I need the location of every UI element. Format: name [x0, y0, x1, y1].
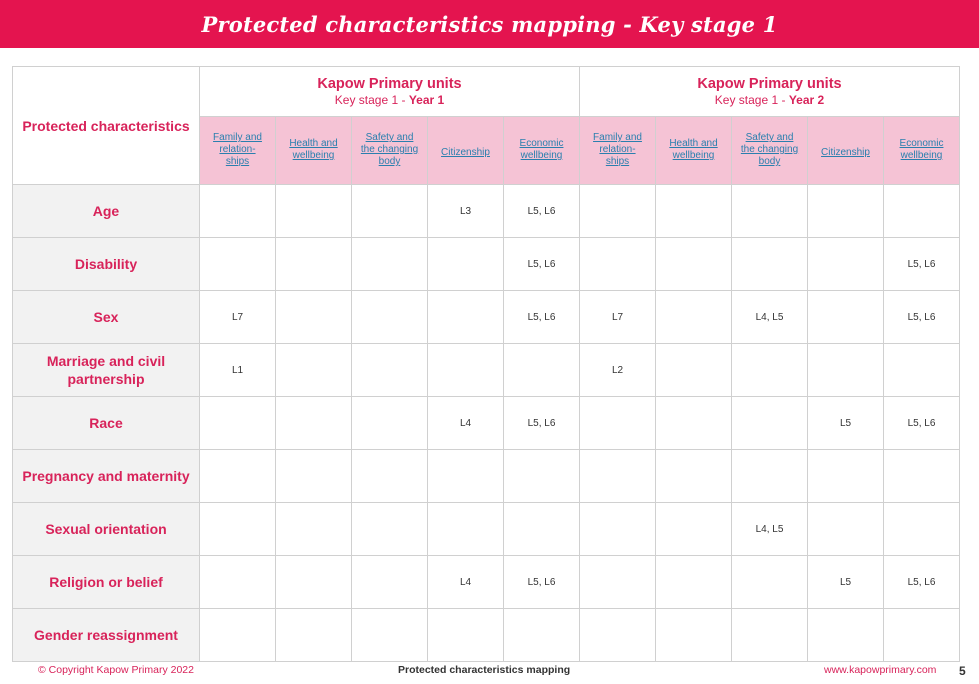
table-cell	[276, 238, 352, 291]
row-label: Gender reassignment	[13, 609, 200, 662]
table-row	[13, 185, 960, 238]
group-title: Kapow Primary units	[697, 76, 842, 92]
table-cell: L7	[200, 291, 276, 344]
unit-link[interactable]: Family and relation- ships	[213, 132, 262, 167]
table-cell	[200, 609, 276, 662]
row-label: Age	[13, 185, 200, 238]
table-cell	[732, 185, 808, 238]
row-label: Sex	[13, 291, 200, 344]
table-row	[13, 556, 960, 609]
table-cell	[428, 609, 504, 662]
table-cell	[656, 450, 732, 503]
table-cell: L4	[428, 397, 504, 450]
table-cell	[352, 291, 428, 344]
table-cell	[732, 238, 808, 291]
table-row	[13, 397, 960, 450]
page-title-banner	[0, 0, 979, 48]
unit-link[interactable]: Family and relation- ships	[593, 132, 642, 167]
table-cell	[732, 450, 808, 503]
table-cell	[276, 609, 352, 662]
unit-header	[276, 117, 352, 185]
unit-header	[504, 117, 580, 185]
unit-link[interactable]: Safety and the changing body	[360, 132, 419, 167]
table-cell	[352, 556, 428, 609]
table-cell	[732, 397, 808, 450]
unit-header	[428, 117, 504, 185]
table-cell: L5, L6	[504, 238, 580, 291]
table-cell: L4	[428, 556, 504, 609]
page-number: 5	[959, 664, 966, 678]
table-cell	[276, 503, 352, 556]
group-header-year2	[580, 67, 960, 117]
table-cell	[808, 609, 884, 662]
table-cell	[200, 238, 276, 291]
row-label: Pregnancy and maternity	[13, 450, 200, 503]
table-cell	[276, 450, 352, 503]
group-title: Kapow Primary units	[317, 76, 462, 92]
table-cell	[656, 185, 732, 238]
table-cell	[200, 397, 276, 450]
table-cell: L7	[580, 291, 656, 344]
table-cell	[656, 503, 732, 556]
table-cell	[656, 556, 732, 609]
table-cell	[428, 503, 504, 556]
table-row	[13, 609, 960, 662]
corner-header: Protected characteristics	[13, 67, 200, 185]
table-cell: L5, L6	[504, 185, 580, 238]
table-cell	[200, 556, 276, 609]
unit-link[interactable]: Citizenship	[441, 146, 490, 158]
unit-header	[808, 117, 884, 185]
table-row	[13, 238, 960, 291]
table-cell: L5, L6	[884, 238, 960, 291]
unit-header	[580, 117, 656, 185]
table-cell	[200, 450, 276, 503]
table-cell	[732, 344, 808, 397]
table-cell	[352, 238, 428, 291]
group-header-year1	[200, 67, 580, 117]
table-cell	[352, 344, 428, 397]
table-cell	[428, 291, 504, 344]
table-cell	[808, 238, 884, 291]
table-cell	[504, 344, 580, 397]
mapping-table	[12, 66, 960, 662]
table-cell	[276, 397, 352, 450]
table-cell: L4, L5	[732, 503, 808, 556]
table-cell: L5, L6	[504, 291, 580, 344]
unit-header	[656, 117, 732, 185]
row-label: Disability	[13, 238, 200, 291]
table-cell	[504, 503, 580, 556]
table-row	[13, 344, 960, 397]
table-cell	[276, 344, 352, 397]
table-cell	[808, 503, 884, 556]
row-label: Sexual orientation	[13, 503, 200, 556]
footer-title: Protected characteristics mapping	[398, 664, 571, 676]
table-cell	[428, 450, 504, 503]
table-cell	[656, 397, 732, 450]
table-cell	[580, 185, 656, 238]
page-title: Protected characteristics mapping - Key stage 1	[201, 11, 778, 37]
unit-header	[884, 117, 960, 185]
table-cell	[580, 556, 656, 609]
table-cell: L5	[808, 397, 884, 450]
table-cell	[428, 238, 504, 291]
unit-header	[352, 117, 428, 185]
table-cell	[656, 238, 732, 291]
row-label: Marriage and civil partnership	[13, 344, 200, 397]
unit-link[interactable]: Safety and the changing body	[740, 132, 799, 167]
unit-link[interactable]: Health and wellbeing	[669, 138, 718, 161]
table-cell	[504, 609, 580, 662]
table-cell	[884, 503, 960, 556]
table-cell	[656, 344, 732, 397]
group-subtitle: Key stage 1 - Year 1	[334, 93, 445, 107]
table-cell	[352, 185, 428, 238]
table-row	[13, 450, 960, 503]
table-cell: L5	[808, 556, 884, 609]
unit-link[interactable]: Health and wellbeing	[289, 138, 338, 161]
table-cell	[732, 556, 808, 609]
table-cell: L2	[580, 344, 656, 397]
footer-copyright: © Copyright Kapow Primary 2022	[38, 664, 194, 676]
table-cell	[884, 185, 960, 238]
table-cell: L4, L5	[732, 291, 808, 344]
table-cell: L3	[428, 185, 504, 238]
table-cell	[884, 450, 960, 503]
unit-link[interactable]: Citizenship	[821, 146, 870, 158]
table-cell	[276, 556, 352, 609]
table-cell	[580, 503, 656, 556]
table-cell	[580, 238, 656, 291]
table-cell	[504, 450, 580, 503]
table-cell	[656, 609, 732, 662]
table-cell	[276, 291, 352, 344]
table-cell	[352, 609, 428, 662]
table-cell	[884, 344, 960, 397]
unit-header	[732, 117, 808, 185]
table-cell: L5, L6	[884, 291, 960, 344]
table-cell	[352, 503, 428, 556]
table-cell	[580, 397, 656, 450]
table-row	[13, 503, 960, 556]
table-cell	[884, 609, 960, 662]
header-row-groups	[13, 67, 960, 117]
table-cell	[808, 291, 884, 344]
table-row	[13, 291, 960, 344]
table-cell	[732, 609, 808, 662]
row-label: Religion or belief	[13, 556, 200, 609]
table-cell: L1	[200, 344, 276, 397]
table-cell	[428, 344, 504, 397]
table-cell	[656, 291, 732, 344]
table-cell	[808, 344, 884, 397]
table-cell	[352, 450, 428, 503]
table-cell	[808, 450, 884, 503]
group-subtitle: Key stage 1 - Year 2	[714, 93, 825, 107]
unit-link[interactable]: Economic wellbeing	[519, 138, 564, 161]
table-cell: L5, L6	[884, 556, 960, 609]
footer-url[interactable]: www.kapowprimary.com	[824, 664, 937, 676]
table-cell	[200, 185, 276, 238]
table-cell	[808, 185, 884, 238]
table-cell	[580, 450, 656, 503]
table-cell	[580, 609, 656, 662]
unit-header	[200, 117, 276, 185]
unit-link[interactable]: Economic wellbeing	[899, 138, 944, 161]
row-label: Race	[13, 397, 200, 450]
table-cell	[352, 397, 428, 450]
table-cell: L5, L6	[884, 397, 960, 450]
table-cell	[276, 185, 352, 238]
table-cell: L5, L6	[504, 397, 580, 450]
table-cell: L5, L6	[504, 556, 580, 609]
table-cell	[200, 503, 276, 556]
